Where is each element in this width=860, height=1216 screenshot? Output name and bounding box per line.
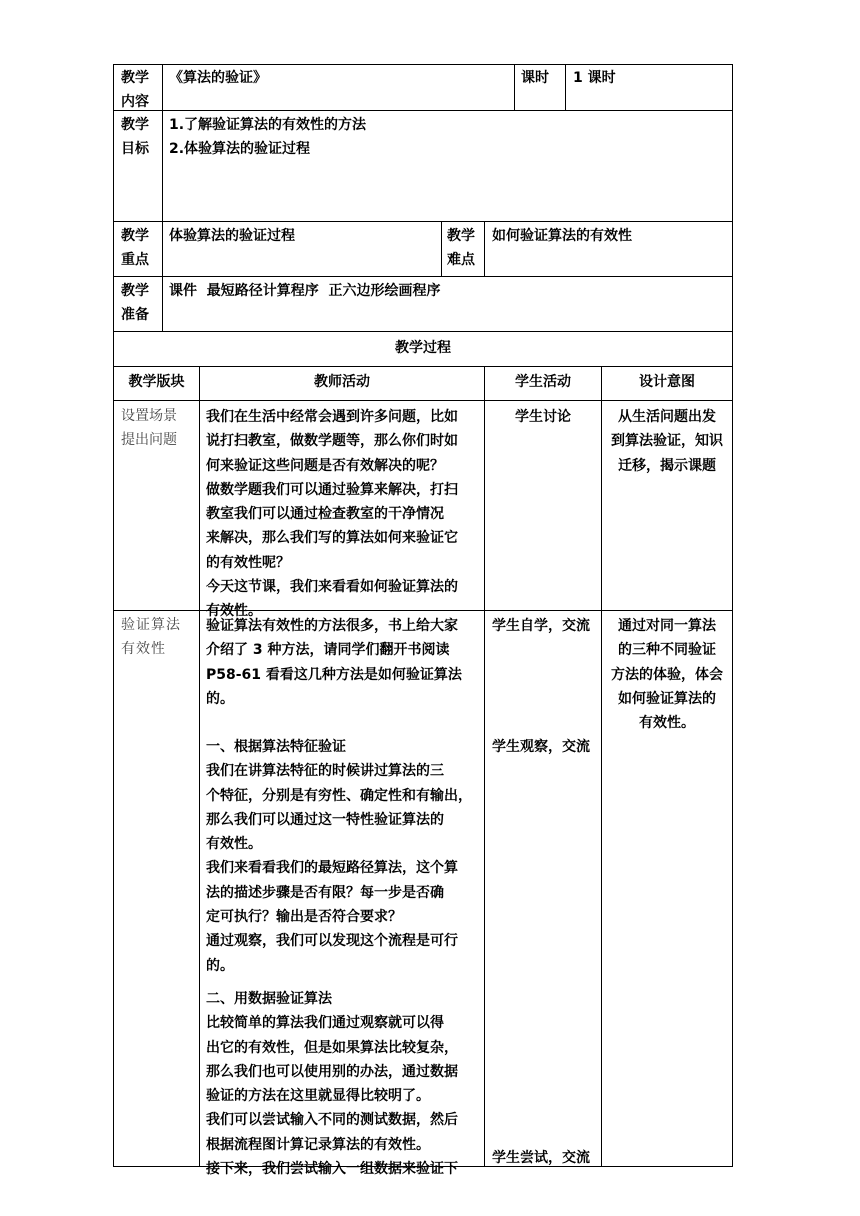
student-activity: 学生自学，交流 [492, 618, 590, 634]
row-divider [113, 366, 733, 367]
row-divider [113, 276, 733, 277]
student-activity: 学生观察，交流 [492, 739, 590, 755]
process-col-divider [199, 366, 200, 1167]
design-intent: 通过对同一算法 的三种不同验证 方法的体验，体会 如何验证算法的 有效性。 [611, 618, 723, 732]
design-intent: 从生活问题出发 到算法验证，知识 迁移，揭示课题 [611, 409, 723, 474]
block-label: 设置场景 提出问题 [121, 408, 177, 448]
period-col-divider [565, 64, 566, 110]
column-header: 教师活动 [314, 374, 370, 390]
column-header: 设计意图 [639, 374, 695, 390]
row-divider [113, 221, 733, 222]
label-col-divider [162, 64, 163, 331]
prep-value: 课件 最短路径计算程序 正六边形绘画程序 [169, 283, 441, 299]
column-header: 学生活动 [515, 374, 571, 390]
key-label: 教学 重点 [121, 228, 149, 268]
content-label: 教学 内容 [121, 70, 149, 110]
row-divider [113, 110, 733, 111]
process-col-divider [484, 366, 485, 1167]
student-activity: 学生讨论 [515, 409, 571, 425]
teacher-activity: 验证算法有效性的方法很多，书上给大家 介绍了 3 种方法，请同学们翻开书阅读 P58-61 看看这几种方法是如何验证算法 的。 [206, 618, 462, 707]
key-col-divider [441, 221, 442, 276]
goals-label: 教学 目标 [121, 117, 149, 157]
difficulty-value: 如何验证算法的有效性 [492, 228, 632, 244]
teacher-activity-section-2: 二、用数据验证算法 比较简单的算法我们通过观察就可以得 出它的有效性，但是如果算法比较复杂， 那么我们也可以使用别的办法，通过数据 验证的方法在这里就显得比较明了。 我们可以尝试输入不同的测试数据，然后 根据流程图计算记录算法的有效性。 接下来，我们尝试输入一组数据来验证下 [206, 991, 458, 1178]
row-divider [113, 331, 733, 332]
table-border-left [113, 64, 114, 1167]
teacher-activity: 我们在生活中经常会遇到许多问题，比如 说打扫教室，做数学题等，那么你们时如 何来验证这些问题是否有效解决的呢？ 做数学题我们可以通过验算来解决，打扫 教室我们可以通过检查教室的干净情况 来解决，那么我们写的算法如何来验证它 的有效性呢？ 今天这节课，我们来看看如何验证算法的 有效性。 [206, 409, 458, 620]
student-activity: 学生尝试，交流 [492, 1150, 590, 1166]
goals-list: 1.了解验证算法的有效性的方法 2.体验算法的验证过程 [169, 117, 367, 157]
block-label: 验证算法 有效性 [121, 617, 181, 657]
row-divider [113, 400, 733, 401]
content-value: 《算法的验证》 [169, 70, 267, 86]
prep-label: 教学 准备 [121, 283, 149, 323]
period-label: 课时 [521, 70, 549, 86]
table-border-top [113, 64, 733, 65]
column-header: 教学版块 [128, 374, 185, 390]
key-col-divider [484, 221, 485, 276]
process-col-divider [601, 366, 602, 1167]
difficulty-label: 教学 难点 [447, 228, 475, 268]
period-value: 1 课时 [573, 70, 616, 86]
period-col-divider [514, 64, 515, 110]
process-title: 教学过程 [395, 340, 451, 356]
teacher-activity-section-1: 一、根据算法特征验证 我们在讲算法特征的时候讲过算法的三 个特征，分别是有穷性、确定性和有输出， 那么我们可以通过这一特性验证算法的 有效性。 我们来看看我们的最短路径算法，这个算 法的描述步骤是否有限？每一步是否确 定可执行？输出是否符合要求？ 通过观察，我们可以发现这个流程是可行 的。 [206, 739, 472, 974]
key-value: 体验算法的验证过程 [169, 228, 295, 244]
